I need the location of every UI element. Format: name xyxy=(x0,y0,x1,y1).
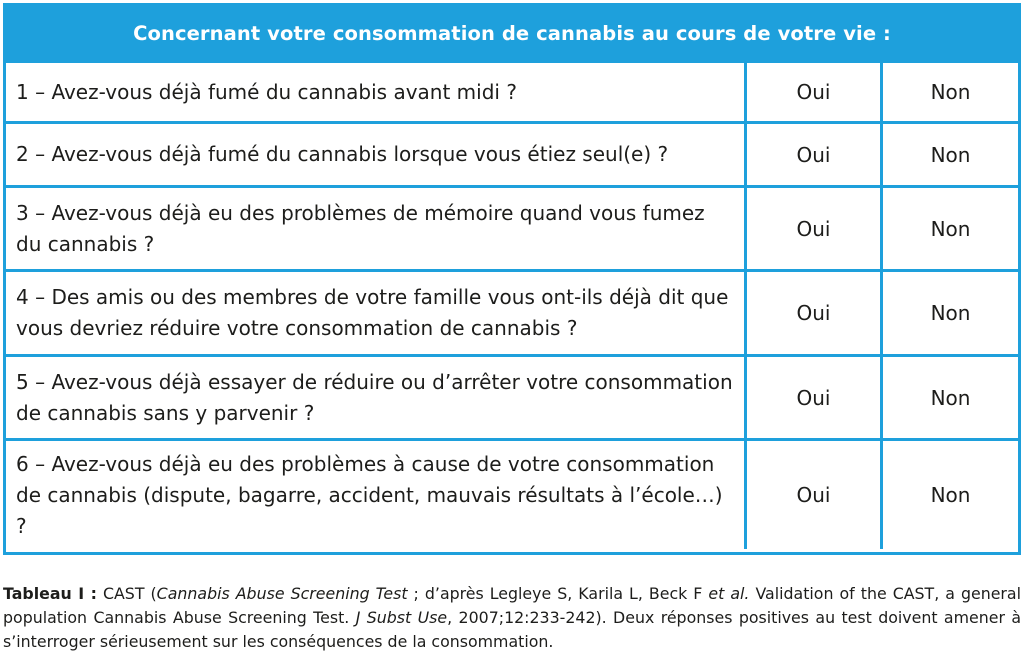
table-row xyxy=(6,121,1018,185)
caption-text: , 2007;12:233-242). Deux réponses positives au test doivent amener à s’interroger sérieusement sur les conséquences de la consommation. xyxy=(3,608,1021,651)
caption-label: Tableau I : xyxy=(3,584,97,603)
answer-no: Non xyxy=(880,272,1018,354)
cast-table xyxy=(3,3,1021,555)
answer-no: Non xyxy=(880,188,1018,269)
caption-italic: et al. xyxy=(708,584,750,603)
question-text: 5 – Avez-vous déjà essayer de réduire ou d’arrêter votre consommation de cannabis sans y parvenir ? xyxy=(16,369,733,425)
question-text: 1 – Avez-vous déjà fumé du cannabis avant midi ? xyxy=(16,79,517,104)
table-row xyxy=(6,60,1018,121)
caption-text: ; d’après Legleye S, Karila L, Beck F xyxy=(407,584,709,603)
answer-yes: Oui xyxy=(744,441,880,549)
question-text: 3 – Avez-vous déjà eu des problèmes de mémoire quand vous fumez du cannabis ? xyxy=(16,200,705,256)
table-caption xyxy=(3,582,1021,654)
answer-yes: Oui xyxy=(744,357,880,438)
question-text: 4 – Des amis ou des membres de votre famille vous ont-ils déjà dit que vous devriez réduire votre consommation de cannabis ? xyxy=(16,285,729,340)
answer-yes: Oui xyxy=(744,188,880,269)
answer-no: Non xyxy=(880,357,1018,438)
answer-no: Non xyxy=(880,124,1018,185)
caption-italic: J Subst Use xyxy=(355,608,448,627)
question-text: 2 – Avez-vous déjà fumé du cannabis lorsque vous étiez seul(e) ? xyxy=(16,142,669,166)
table-row xyxy=(6,438,1018,549)
table-header: Concernant votre consommation de cannabis au cours de votre vie : xyxy=(6,6,1018,60)
answer-yes: Oui xyxy=(744,124,880,185)
caption-text: CAST ( xyxy=(96,584,157,603)
table-row xyxy=(6,185,1018,269)
answer-yes: Oui xyxy=(744,272,880,354)
answer-no: Non xyxy=(880,63,1018,121)
table-row xyxy=(6,354,1018,438)
answer-yes: Oui xyxy=(744,63,880,121)
caption-italic: Cannabis Abuse Screening Test xyxy=(156,584,408,603)
answer-no: Non xyxy=(880,441,1018,549)
table-row xyxy=(6,269,1018,354)
question-text: 6 – Avez-vous déjà eu des problèmes à cause de votre consommation de cannabis (dispute, bagarre, accident, mauvais résultats à l’école…) ? xyxy=(16,451,723,538)
caption-text: Validation of the CAST, a general population Cannabis Abuse Screening Test. xyxy=(3,584,1021,627)
